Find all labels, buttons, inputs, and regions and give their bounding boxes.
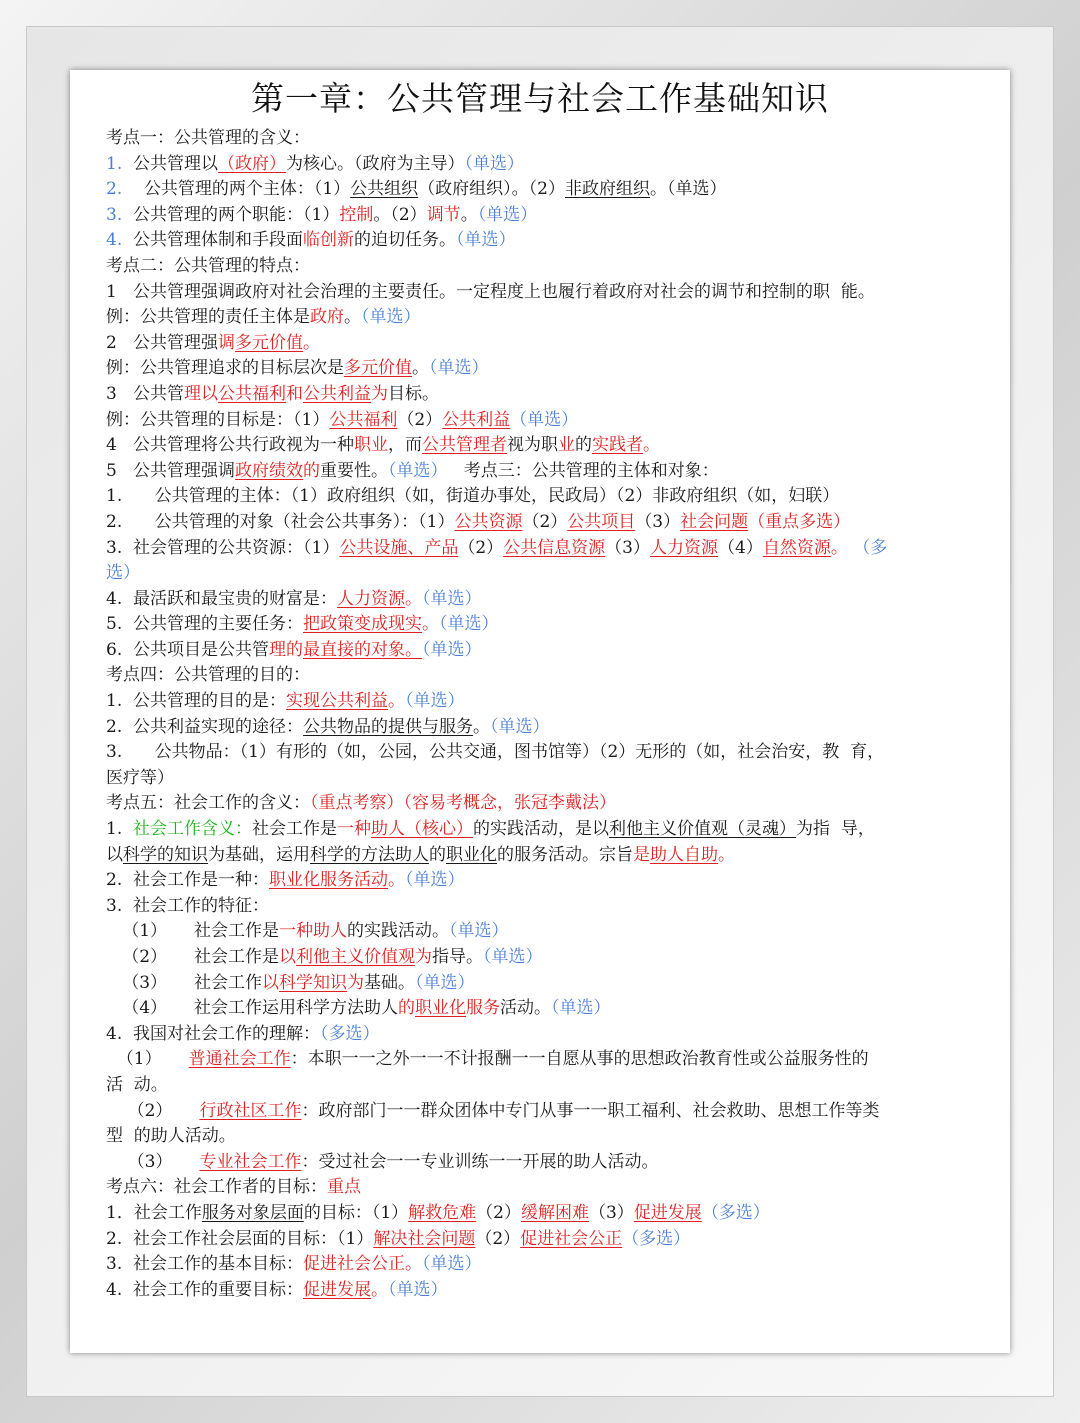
text-segment: 促进发展 bbox=[303, 1279, 372, 1300]
text-segment: （单选） bbox=[483, 947, 543, 967]
text-segment: （重点多选） bbox=[748, 511, 851, 532]
text-segment: （单选） bbox=[405, 870, 465, 891]
text-segment: 4 公共管理将公共行政视为一种 bbox=[106, 435, 355, 456]
text-segment: （2） 社会工作是 bbox=[106, 947, 280, 967]
text-segment: 2. 公共利益实现的途径： bbox=[106, 716, 304, 737]
text-segment: 1. 公共管理的主体：（1）政府组织（如，街道办事处，民政局）（2）非政府组织（如，妇联） bbox=[106, 486, 840, 507]
text-line bbox=[106, 510, 980, 536]
text-line bbox=[106, 894, 980, 920]
text-line bbox=[106, 254, 980, 280]
text-segment: 4. bbox=[106, 230, 123, 251]
text-line bbox=[106, 945, 980, 971]
text-segment: 的服务活动。宗旨 bbox=[497, 844, 633, 865]
text-line bbox=[106, 1201, 980, 1227]
text-segment: 行政社区工作 bbox=[199, 1100, 302, 1121]
text-segment: 4. 最活跃和最宝贵的财富是： bbox=[106, 588, 338, 609]
text-segment: 2. 社会工作社会层面的目标：（1） bbox=[106, 1228, 374, 1249]
text-segment: 公共管理体制和手段面 bbox=[122, 230, 304, 251]
text-segment: 科学的方法助人 bbox=[310, 844, 429, 865]
text-segment: （1） bbox=[106, 1049, 189, 1070]
text-line bbox=[106, 126, 980, 152]
text-segment: 促进社会公正 bbox=[303, 1254, 406, 1275]
text-segment: 以 bbox=[279, 947, 297, 967]
text-segment: 考点五：社会工作的含义： bbox=[106, 793, 310, 814]
text-line bbox=[106, 1073, 980, 1099]
text-segment: 。 bbox=[830, 537, 848, 558]
text-segment: （单选） bbox=[415, 972, 475, 993]
text-segment: 5. 公共管理的主要任务： bbox=[106, 614, 304, 635]
text-segment: （3） 社会工作 bbox=[106, 972, 263, 993]
text-segment: 理以 bbox=[184, 383, 219, 404]
text-segment: 职业化 bbox=[446, 844, 497, 865]
text-segment: （政府） bbox=[218, 153, 287, 174]
text-segment: （单选） bbox=[439, 614, 499, 635]
text-line bbox=[106, 331, 980, 357]
text-segment: （多选） bbox=[320, 1023, 380, 1044]
text-line bbox=[106, 484, 980, 510]
text-segment: 1. 公共管理的目的是： bbox=[106, 691, 287, 712]
text-segment: （多 bbox=[847, 537, 888, 558]
text-segment: （2） bbox=[458, 537, 504, 558]
text-line bbox=[106, 305, 980, 331]
text-segment: （单选） bbox=[361, 307, 421, 328]
text-segment: 。 bbox=[371, 1279, 389, 1300]
text-line bbox=[106, 1124, 980, 1150]
text-segment: 1. bbox=[106, 819, 134, 840]
text-segment: 6. 公共项目是公共管 bbox=[106, 639, 270, 660]
text-segment: 缓解困难 bbox=[520, 1202, 589, 1223]
text-line bbox=[106, 1150, 980, 1176]
text-segment: （单选） bbox=[449, 921, 509, 942]
text-segment: 是 bbox=[633, 844, 650, 865]
text-segment: ：政府部门一一群众团体中专门从事一一职工福利、社会救助、思想工作等类 bbox=[301, 1100, 880, 1121]
text-line bbox=[106, 356, 980, 382]
text-segment: （2） bbox=[476, 1202, 521, 1223]
text-segment: 业 bbox=[558, 435, 576, 456]
text-line bbox=[106, 408, 980, 434]
text-segment: 的 bbox=[303, 460, 321, 481]
text-segment: 。 bbox=[344, 307, 361, 328]
text-segment: （3） bbox=[635, 511, 681, 532]
text-segment: 目标。 bbox=[388, 383, 440, 404]
text-line bbox=[106, 1278, 980, 1304]
text-segment: 视为职 bbox=[507, 435, 559, 456]
text-line bbox=[106, 612, 980, 638]
text-segment: 考点三：公共管理的主体和对象： bbox=[447, 460, 719, 481]
text-segment: 最直接的对象。 bbox=[303, 639, 423, 660]
text-segment: 服务对象层面 bbox=[201, 1202, 304, 1223]
text-segment: 把政策变成现实 bbox=[303, 614, 423, 635]
text-segment: 人力资源 bbox=[650, 537, 718, 558]
text-segment: 。 bbox=[412, 358, 429, 379]
text-segment: 社会问题 bbox=[680, 511, 749, 532]
text-segment: 非政府组织 bbox=[565, 179, 650, 200]
text-segment: 考点一：公共管理的含义： bbox=[106, 128, 310, 148]
text-segment: 的目标：（1） bbox=[303, 1202, 409, 1223]
text-segment: 政府绩效 bbox=[235, 460, 304, 481]
text-line bbox=[106, 228, 980, 254]
text-line bbox=[106, 971, 980, 997]
text-segment: 。 bbox=[388, 691, 406, 712]
text-line bbox=[106, 587, 980, 613]
text-segment: 政府 bbox=[310, 307, 344, 328]
text-segment: （1） 社会工作是 bbox=[106, 921, 280, 942]
text-segment: 活动。 bbox=[500, 998, 552, 1019]
text-line bbox=[106, 382, 980, 408]
text-segment: （单选） bbox=[388, 460, 448, 481]
text-segment: 3. 社会工作的特征： bbox=[106, 895, 270, 916]
page-title: 第一章：公共管理与社会工作基础知识 bbox=[251, 79, 829, 118]
text-line bbox=[106, 1227, 980, 1253]
text-segment: （单选） bbox=[422, 1254, 482, 1275]
text-line bbox=[106, 715, 980, 741]
text-segment: 。 bbox=[473, 716, 491, 737]
text-segment: 公共管理者 bbox=[422, 435, 508, 456]
text-segment: 基础。 bbox=[364, 972, 416, 993]
text-segment: 3 公共管 bbox=[106, 383, 185, 404]
text-segment: ：受过社会一一专业训练一一开展的助人活动。 bbox=[301, 1151, 659, 1172]
text-segment: 服务 bbox=[466, 998, 501, 1019]
text-segment: 公共福利 bbox=[329, 409, 398, 430]
text-segment: 2. bbox=[106, 179, 123, 200]
text-segment: （单选） bbox=[422, 639, 482, 660]
text-line bbox=[106, 280, 980, 306]
text-line bbox=[106, 919, 980, 945]
text-segment: （2） bbox=[522, 511, 568, 532]
text-segment: 考点六：社会工作者的目标： bbox=[106, 1177, 327, 1198]
text-segment: 利他主义价值观（灵魂） bbox=[609, 819, 797, 840]
text-segment: （4） 社会工作运用科学方法助人 bbox=[106, 998, 399, 1019]
text-segment: 科学的知识 bbox=[123, 844, 208, 865]
text-segment: 控制 bbox=[339, 204, 374, 225]
text-segment: 2 公共管理强 bbox=[106, 332, 219, 353]
text-segment: 。 bbox=[388, 870, 406, 891]
text-segment: ：本职一一之外一一不计报酬一一自愿从事的思想政治教育性或公益服务性的 bbox=[290, 1049, 869, 1070]
text-segment: 公共管理以 bbox=[122, 153, 219, 174]
text-line bbox=[106, 638, 980, 664]
text-segment: 公共管理的两个主体：（1） bbox=[122, 179, 351, 200]
text-segment: 促进发展 bbox=[633, 1202, 702, 1223]
text-line bbox=[106, 740, 980, 766]
text-line bbox=[106, 1175, 980, 1201]
text-line bbox=[106, 433, 980, 459]
text-line bbox=[106, 791, 980, 817]
text-segment: （单选） bbox=[510, 409, 579, 430]
text-segment: （3） bbox=[106, 1151, 200, 1172]
text-segment: 专业社会工作 bbox=[199, 1151, 302, 1172]
text-segment: （重点考察）（容易考概念，张冠李戴法） bbox=[310, 793, 616, 814]
text-line bbox=[106, 152, 980, 178]
document-page bbox=[70, 70, 1010, 1353]
text-segment: 职业化 bbox=[415, 998, 467, 1019]
text-segment: 以 bbox=[106, 844, 123, 865]
text-segment: 人力资源 bbox=[337, 588, 406, 609]
text-line bbox=[106, 868, 980, 894]
text-segment: 公共利益 bbox=[442, 409, 511, 430]
text-segment: 的迫切任务。 bbox=[354, 230, 457, 251]
text-segment: 考点二：公共管理的特点： bbox=[106, 255, 310, 276]
text-segment: 2. 社会工作是一种： bbox=[106, 870, 270, 891]
text-segment: （2） bbox=[106, 1100, 200, 1121]
text-segment: 公共物品的提供与服务 bbox=[303, 716, 474, 737]
text-segment: （单选） bbox=[429, 358, 489, 379]
text-segment: （2） bbox=[397, 409, 443, 430]
text-segment: 活 动。 bbox=[106, 1074, 168, 1095]
text-segment: 。 bbox=[460, 204, 478, 225]
text-segment: 选） bbox=[106, 563, 140, 584]
text-segment: 。 bbox=[718, 844, 735, 865]
text-segment: 考点四：公共管理的目的： bbox=[106, 665, 310, 686]
text-line bbox=[106, 459, 980, 485]
text-segment: 为 bbox=[415, 947, 433, 967]
text-segment: 4. 社会工作的重要目标： bbox=[106, 1279, 304, 1300]
text-segment: 公共利益 bbox=[303, 383, 372, 404]
text-segment: 。（单选） bbox=[650, 179, 727, 200]
text-segment: ，而 bbox=[388, 435, 423, 456]
text-segment: 公共设施、产品 bbox=[339, 537, 459, 558]
text-segment: 3. 社会工作的基本目标： bbox=[106, 1254, 304, 1275]
text-segment: 助人（核心） bbox=[371, 819, 474, 840]
text-segment: 一种 bbox=[337, 819, 372, 840]
text-segment: 指导。 bbox=[432, 947, 484, 967]
text-segment: （2） bbox=[475, 1228, 521, 1249]
text-segment: （单选） bbox=[456, 230, 516, 251]
text-segment: 调 bbox=[218, 332, 236, 353]
text-segment: 1．社会工作 bbox=[106, 1202, 202, 1223]
text-segment: 3. 社会管理的公共资源：（1） bbox=[106, 537, 340, 558]
text-segment: 。（2） bbox=[373, 204, 427, 225]
text-line bbox=[106, 1047, 980, 1073]
text-line bbox=[106, 203, 980, 229]
text-segment: 。 bbox=[405, 1254, 423, 1275]
text-segment: 公共信息资源 bbox=[503, 537, 606, 558]
text-segment: 为基础，运用 bbox=[208, 844, 310, 865]
text-segment: （4） bbox=[718, 537, 763, 558]
text-segment: 公共项目 bbox=[567, 511, 636, 532]
text-segment: 例：公共管理的目标是：（1） bbox=[106, 409, 330, 430]
text-segment: 例：公共管理的责任主体是 bbox=[106, 307, 310, 328]
text-segment: 。 bbox=[405, 588, 423, 609]
text-segment: 解决社会问题 bbox=[373, 1228, 476, 1249]
text-segment: 利他主义价值观 bbox=[296, 947, 416, 967]
text-segment: 实践者 bbox=[592, 435, 644, 456]
text-segment: 助人自助 bbox=[650, 844, 718, 865]
text-line bbox=[106, 1022, 980, 1048]
text-segment: 型 的助人活动。 bbox=[106, 1126, 236, 1147]
text-segment: （单选） bbox=[388, 1279, 448, 1300]
text-segment: 例：公共管理追求的目标层次是 bbox=[106, 358, 344, 379]
text-segment: （多选） bbox=[622, 1228, 691, 1249]
text-segment: 医疗等） bbox=[106, 767, 174, 788]
text-segment: 解救危难 bbox=[408, 1202, 477, 1223]
text-segment: 。 bbox=[303, 332, 321, 353]
text-segment: 1. bbox=[106, 153, 123, 174]
text-segment: 公共管理的两个职能：（1） bbox=[122, 204, 340, 225]
text-segment: （多选） bbox=[701, 1202, 770, 1223]
text-segment: 促进社会公正 bbox=[520, 1228, 623, 1249]
text-segment: 。 bbox=[643, 435, 661, 456]
text-segment: 3. 公共物品：（1）有形的（如，公园，公共交通，图书馆等）（2）无形的（如，社会治安，教 育， bbox=[106, 742, 885, 763]
text-segment: 多元价值 bbox=[235, 332, 304, 353]
text-line bbox=[106, 177, 980, 203]
text-segment: （3） bbox=[605, 537, 650, 558]
text-segment: 的实践活动。 bbox=[347, 921, 450, 942]
text-line bbox=[106, 1099, 980, 1125]
text-segment: 1 公共管理强调政府对社会治理的主要责任。一定程度上也履行着政府对社会的调节和控制的职 能。 bbox=[106, 281, 875, 302]
notes-body bbox=[106, 126, 980, 1303]
text-segment: 实现公共利益 bbox=[286, 691, 389, 712]
text-segment: 为指 导， bbox=[796, 819, 875, 840]
text-segment: 科学知识 bbox=[279, 972, 348, 993]
text-line bbox=[106, 561, 980, 587]
text-segment: 为 bbox=[347, 972, 365, 993]
text-segment: （3） bbox=[588, 1202, 634, 1223]
text-line bbox=[106, 663, 980, 689]
text-segment: 。 bbox=[422, 614, 440, 635]
text-line bbox=[106, 689, 980, 715]
text-segment: 自然资源 bbox=[762, 537, 831, 558]
text-segment: （单选） bbox=[490, 716, 550, 737]
text-line bbox=[106, 996, 980, 1022]
text-segment: 2. 公共管理的对象（社会公共事务）：（1） bbox=[106, 511, 455, 532]
text-segment: 社会工作含义： bbox=[133, 819, 253, 840]
text-segment: 一种助人 bbox=[279, 921, 348, 942]
text-segment: （单选） bbox=[405, 691, 465, 712]
text-line bbox=[106, 536, 980, 562]
text-segment: 临创新 bbox=[303, 230, 355, 251]
text-segment: 公共福利 bbox=[218, 383, 287, 404]
text-line bbox=[106, 843, 980, 869]
text-segment: 的 bbox=[575, 435, 593, 456]
text-segment: 为 bbox=[371, 383, 389, 404]
text-segment: 的 bbox=[429, 844, 446, 865]
text-segment: 3. bbox=[106, 204, 123, 225]
text-segment: 理的 bbox=[269, 639, 304, 660]
text-segment: 重要性。 bbox=[320, 460, 389, 481]
text-segment: 职业 bbox=[354, 435, 389, 456]
text-segment: 以 bbox=[262, 972, 280, 993]
text-segment: 重点 bbox=[327, 1177, 361, 1198]
text-segment: 调节 bbox=[426, 204, 461, 225]
text-segment: 职业化服务活动 bbox=[269, 870, 389, 891]
text-segment: 的实践活动，是以 bbox=[473, 819, 610, 840]
text-segment: 公共资源 bbox=[454, 511, 523, 532]
text-segment: （单选） bbox=[551, 998, 611, 1019]
text-segment: 和 bbox=[286, 383, 304, 404]
text-segment: （单选） bbox=[422, 588, 482, 609]
text-line bbox=[106, 766, 980, 792]
text-segment: 的 bbox=[398, 998, 416, 1019]
text-segment: 社会工作是 bbox=[252, 819, 338, 840]
text-segment: 5 公共管理强调 bbox=[106, 460, 236, 481]
text-segment: 普通社会工作 bbox=[188, 1049, 291, 1070]
text-segment: 4. 我国对社会工作的理解： bbox=[106, 1023, 321, 1044]
text-segment: （政府组织）。（2） bbox=[418, 179, 565, 200]
text-segment: 为核心。（政府为主导） bbox=[286, 153, 465, 174]
text-segment: 多元价值 bbox=[344, 358, 412, 379]
text-line bbox=[106, 1252, 980, 1278]
text-segment: （单选） bbox=[464, 153, 525, 174]
text-line bbox=[106, 817, 980, 843]
text-segment: （单选） bbox=[477, 204, 538, 225]
text-segment: 公共组织 bbox=[350, 179, 419, 200]
